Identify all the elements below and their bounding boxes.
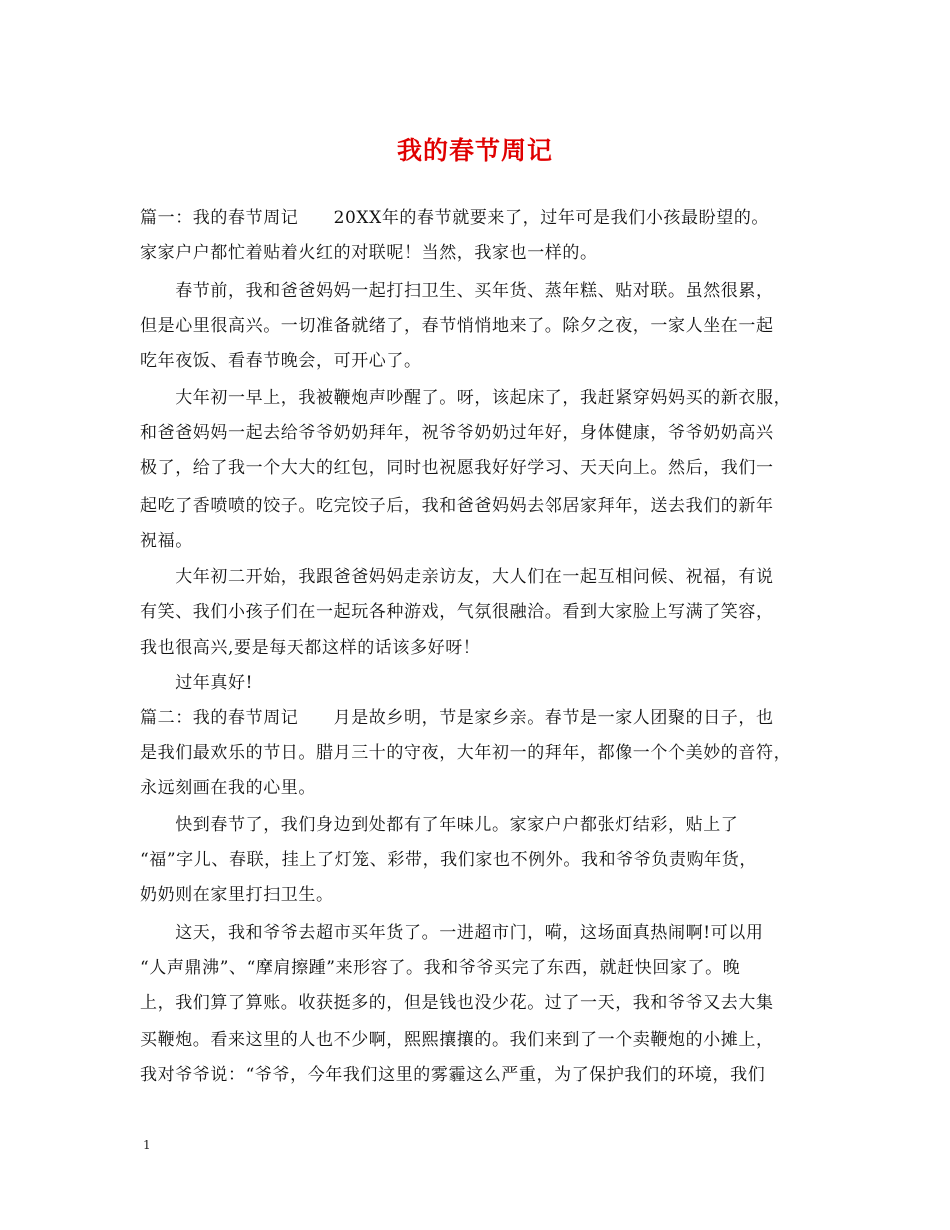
text-line: 篇一：我的春节周记 20XX年的春节就要来了，过年可是我们小孩最盼望的。 xyxy=(140,208,770,228)
text-line: 买鞭炮。看来这里的人也不少啊，熙熙攘攘的。我们来到了一个卖鞭炮的小摊上， xyxy=(140,1030,774,1050)
text-line: 春节前，我和爸爸妈妈一起打扫卫生、买年货、蒸年糕、贴对联。虽然很累， xyxy=(140,281,774,301)
text-line: 极了，给了我一个大大的红包，同时也祝愿我好好学习、天天向上。然后，我们一 xyxy=(140,458,774,478)
page-title: 我的春节周记 xyxy=(396,136,553,165)
text-line: 起吃了香喷喷的饺子。吃完饺子后，我和爸爸妈妈去邻居家拜年，送去我们的新年 xyxy=(140,496,774,516)
text-line: 这天，我和爷爷去超市买年货了。一进超市门，嗬，这场面真热闹啊!可以用 xyxy=(140,923,764,943)
text-line: “福”字儿、春联，挂上了灯笼、彩带，我们家也不例外。我和爷爷负责购年货， xyxy=(140,850,757,870)
text-line: 奶奶则在家里打扫卫生。 xyxy=(140,885,334,905)
text-line: 我对爷爷说：“爷爷，今年我们这里的雾霾这么严重，为了保护我们的环境，我们 xyxy=(140,1065,766,1085)
text-line: 快到春节了，我们身边到处都有了年味儿。家家户户都张灯结彩，贴上了 xyxy=(140,815,739,835)
text-line: “人声鼎沸”、“摩肩擦踵”来形容了。我和爷爷买完了东西，就赶快回家了。晚 xyxy=(140,958,741,978)
text-line: 上，我们算了算账。收获挺多的，但是钱也没少花。过了一天，我和爷爷又去大集 xyxy=(140,993,774,1013)
text-line: 篇二：我的春节周记 月是故乡明，节是家乡亲。春节是一家人团聚的日子，也 xyxy=(140,708,774,728)
text-line: 是我们最欢乐的节日。腊月三十的守夜，大年初一的拜年，都像一个个美妙的音符， xyxy=(140,743,792,763)
text-line: 大年初二开始，我跟爸爸妈妈走亲访友，大人们在一起互相问候、祝福，有说 xyxy=(140,567,774,587)
text-line: 过年真好! xyxy=(140,673,254,693)
text-line: 和爸爸妈妈一起去给爷爷奶奶拜年，祝爷爷奶奶过年好，身体健康，爷爷奶奶高兴 xyxy=(140,423,774,443)
text-line: 吃年夜饭、看春节晚会，可开心了。 xyxy=(140,351,422,371)
text-line: 大年初一早上，我被鞭炮声吵醒了。呀，该起床了，我赶紧穿妈妈买的新衣服， xyxy=(140,388,792,408)
text-line: 有笑、我们小孩子们在一起玩各种游戏，气氛很融洽。看到大家脸上写满了笑容， xyxy=(140,602,774,622)
page-number: 1 xyxy=(143,1138,151,1152)
text-line: 祝福。 xyxy=(140,531,193,551)
text-line: 但是心里很高兴。一切准备就绪了，春节悄悄地来了。除夕之夜，一家人坐在一起 xyxy=(140,316,774,336)
text-line: 家家户户都忙着贴着火红的对联呢！当然，我家也一样的。 xyxy=(140,243,598,263)
text-line: 永远刻画在我的心里。 xyxy=(140,778,316,798)
text-line: 我也很高兴,要是每天都这样的话该多好呀！ xyxy=(140,638,481,658)
